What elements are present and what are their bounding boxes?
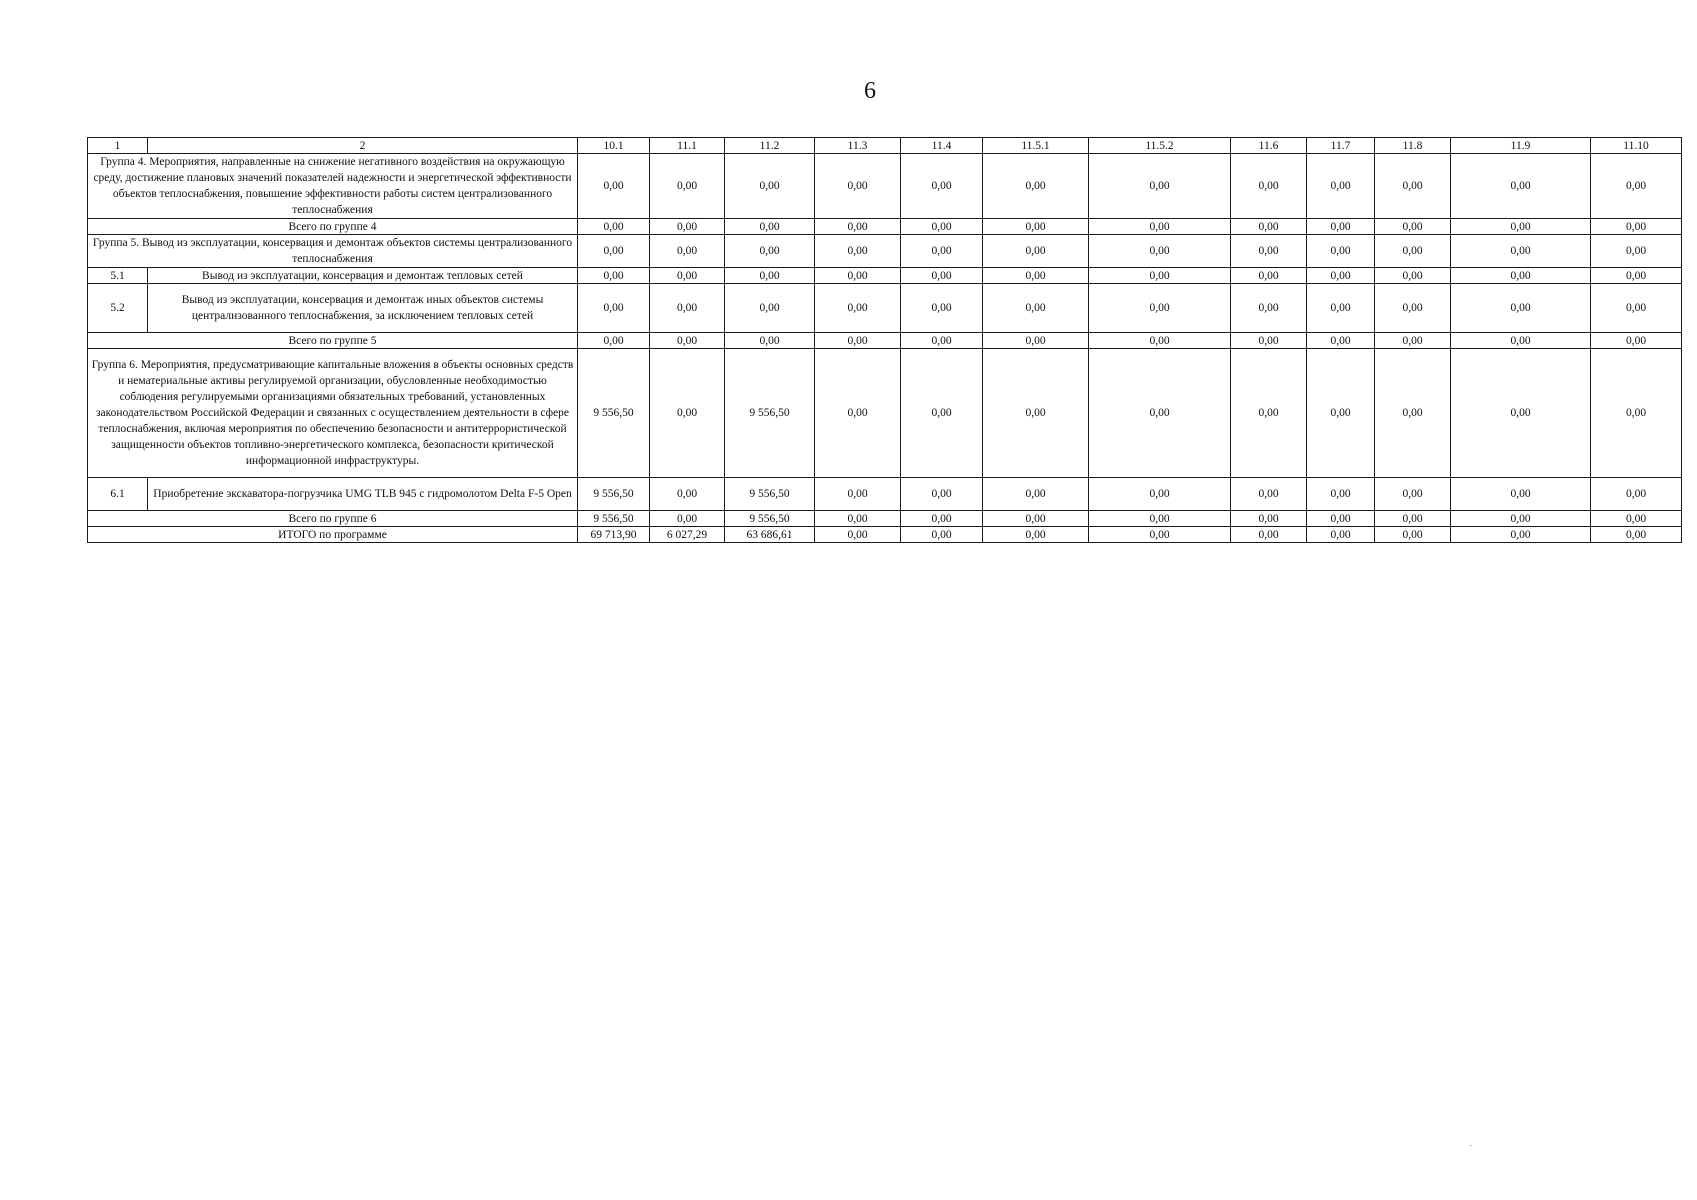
value-cell: 0,00 xyxy=(578,333,650,349)
value-cell: 9 556,50 xyxy=(578,478,650,511)
value-cell: 0,00 xyxy=(1451,511,1591,527)
value-cell: 0,00 xyxy=(901,349,983,478)
value-cell: 0,00 xyxy=(1089,333,1231,349)
value-cell: 0,00 xyxy=(1307,154,1375,219)
group-label: Группа 4. Мероприятия, направленные на снижение негативного воздействия на окружающую среду, достижение плановых значений показателей надежности и энергетической эффективности объектов теплоснабжения, повышение эффективности работы систем централизованного теплоснабжения xyxy=(88,154,578,219)
value-cell: 0,00 xyxy=(1451,235,1591,268)
value-cell: 0,00 xyxy=(983,349,1089,478)
group-label: Группа 6. Мероприятия, предусматривающие капитальные вложения в объекты основных средств и нематериальные активы регулируемой организации, обусловленные необходимостью соблюдения регулируемыми организациями обязательных требований, установленных законодательством Российской Федерации и связанных с осуществлением деятельности в сфере теплоснабжения, включая мероприятия по обеспечению безопасности и антитеррористической защищенности объектов топливно-энергетического комплекса, безопасности критической информационной инфраструктуры. xyxy=(88,349,578,478)
group-row xyxy=(88,235,1682,268)
value-cell: 0,00 xyxy=(1307,235,1375,268)
value-cell: 0,00 xyxy=(901,219,983,235)
value-cell: 0,00 xyxy=(1089,511,1231,527)
value-cell: 0,00 xyxy=(815,284,901,333)
value-cell: 0,00 xyxy=(1231,284,1307,333)
column-header: 11.6 xyxy=(1231,138,1307,154)
column-header: 11.10 xyxy=(1591,138,1682,154)
value-cell: 0,00 xyxy=(1307,511,1375,527)
item-row xyxy=(88,284,1682,333)
value-cell: 0,00 xyxy=(1089,478,1231,511)
value-cell: 0,00 xyxy=(1231,511,1307,527)
value-cell: 0,00 xyxy=(815,511,901,527)
column-header: 11.2 xyxy=(725,138,815,154)
total-row xyxy=(88,333,1682,349)
value-cell: 0,00 xyxy=(1089,284,1231,333)
column-header: 11.7 xyxy=(1307,138,1375,154)
value-cell: 0,00 xyxy=(1089,527,1231,543)
column-header: 11.9 xyxy=(1451,138,1591,154)
value-cell: 0,00 xyxy=(901,154,983,219)
column-header: 2 xyxy=(148,138,578,154)
value-cell: 0,00 xyxy=(578,154,650,219)
value-cell: 0,00 xyxy=(815,219,901,235)
value-cell: 0,00 xyxy=(578,284,650,333)
item-number: 6.1 xyxy=(88,478,148,511)
column-header: 11.3 xyxy=(815,138,901,154)
value-cell: 0,00 xyxy=(650,284,725,333)
value-cell: 6 027,29 xyxy=(650,527,725,543)
value-cell: 0,00 xyxy=(1451,154,1591,219)
value-cell: 0,00 xyxy=(983,284,1089,333)
value-cell: 0,00 xyxy=(983,235,1089,268)
total-label: Всего по группе 6 xyxy=(88,511,578,527)
value-cell: 0,00 xyxy=(1089,349,1231,478)
item-label: Вывод из эксплуатации, консервация и демонтаж иных объектов системы централизованного теплоснабжения, за исключением тепловых сетей xyxy=(148,284,578,333)
value-cell: 0,00 xyxy=(901,511,983,527)
value-cell: 0,00 xyxy=(650,219,725,235)
value-cell: 0,00 xyxy=(983,268,1089,284)
value-cell: 9 556,50 xyxy=(725,349,815,478)
value-cell: 0,00 xyxy=(1231,333,1307,349)
value-cell: 0,00 xyxy=(1231,268,1307,284)
value-cell: 0,00 xyxy=(1591,333,1682,349)
item-number: 5.1 xyxy=(88,268,148,284)
value-cell: 0,00 xyxy=(1451,219,1591,235)
column-header: 11.4 xyxy=(901,138,983,154)
value-cell: 0,00 xyxy=(1591,349,1682,478)
value-cell: 0,00 xyxy=(725,333,815,349)
value-cell: 0,00 xyxy=(1307,333,1375,349)
value-cell: 0,00 xyxy=(578,235,650,268)
value-cell: 0,00 xyxy=(901,478,983,511)
value-cell: 0,00 xyxy=(1089,219,1231,235)
column-header: 1 xyxy=(88,138,148,154)
item-row xyxy=(88,478,1682,511)
value-cell: 0,00 xyxy=(1089,235,1231,268)
value-cell: 0,00 xyxy=(1231,235,1307,268)
value-cell: 0,00 xyxy=(815,349,901,478)
value-cell: 0,00 xyxy=(815,268,901,284)
page-number: 6 xyxy=(864,78,876,104)
item-row xyxy=(88,268,1682,284)
value-cell: 9 556,50 xyxy=(578,511,650,527)
total-row xyxy=(88,527,1682,543)
value-cell: 0,00 xyxy=(1451,478,1591,511)
value-cell: 0,00 xyxy=(1375,235,1451,268)
investment-program-table xyxy=(87,137,1682,543)
value-cell: 0,00 xyxy=(815,527,901,543)
value-cell: 0,00 xyxy=(983,527,1089,543)
group-row xyxy=(88,349,1682,478)
value-cell: 0,00 xyxy=(1591,527,1682,543)
item-number: 5.2 xyxy=(88,284,148,333)
value-cell: 0,00 xyxy=(1307,349,1375,478)
value-cell: 0,00 xyxy=(983,478,1089,511)
value-cell: 0,00 xyxy=(578,268,650,284)
column-header: 11.5.2 xyxy=(1089,138,1231,154)
value-cell: 0,00 xyxy=(815,333,901,349)
item-label: Вывод из эксплуатации, консервация и демонтаж тепловых сетей xyxy=(148,268,578,284)
value-cell: 0,00 xyxy=(1231,349,1307,478)
value-cell: 0,00 xyxy=(1307,284,1375,333)
value-cell: 0,00 xyxy=(650,511,725,527)
value-cell: 0,00 xyxy=(815,478,901,511)
total-row xyxy=(88,511,1682,527)
value-cell: 0,00 xyxy=(650,333,725,349)
group-row xyxy=(88,154,1682,219)
value-cell: 0,00 xyxy=(1375,511,1451,527)
group-label: Группа 5. Вывод из эксплуатации, консервация и демонтаж объектов системы централизованного теплоснабжения xyxy=(88,235,578,268)
value-cell: 0,00 xyxy=(1375,478,1451,511)
value-cell: 0,00 xyxy=(1089,268,1231,284)
value-cell: 9 556,50 xyxy=(578,349,650,478)
value-cell: 0,00 xyxy=(815,154,901,219)
value-cell: 0,00 xyxy=(983,154,1089,219)
total-label: Всего по группе 4 xyxy=(88,219,578,235)
value-cell: 0,00 xyxy=(1375,349,1451,478)
value-cell: 0,00 xyxy=(983,333,1089,349)
value-cell: 0,00 xyxy=(1375,284,1451,333)
value-cell: 0,00 xyxy=(1307,527,1375,543)
value-cell: 0,00 xyxy=(1591,478,1682,511)
value-cell: 0,00 xyxy=(1375,219,1451,235)
value-cell: 0,00 xyxy=(650,235,725,268)
value-cell: 0,00 xyxy=(1231,154,1307,219)
value-cell: 0,00 xyxy=(1451,268,1591,284)
value-cell: 0,00 xyxy=(1451,527,1591,543)
value-cell: 0,00 xyxy=(1591,284,1682,333)
value-cell: 0,00 xyxy=(1375,527,1451,543)
value-cell: 0,00 xyxy=(901,284,983,333)
value-cell: 0,00 xyxy=(1307,268,1375,284)
value-cell: 0,00 xyxy=(725,284,815,333)
column-header: 11.8 xyxy=(1375,138,1451,154)
column-header: 10.1 xyxy=(578,138,650,154)
total-label: Всего по группе 5 xyxy=(88,333,578,349)
value-cell: 0,00 xyxy=(725,219,815,235)
value-cell: 0,00 xyxy=(1231,478,1307,511)
value-cell: 0,00 xyxy=(901,527,983,543)
table-body xyxy=(88,138,1682,543)
value-cell: 0,00 xyxy=(1375,333,1451,349)
column-number-row xyxy=(88,138,1682,154)
value-cell: 0,00 xyxy=(1591,511,1682,527)
value-cell: 0,00 xyxy=(725,235,815,268)
value-cell: 0,00 xyxy=(650,349,725,478)
value-cell: 9 556,50 xyxy=(725,511,815,527)
column-header: 11.5.1 xyxy=(983,138,1089,154)
value-cell: 0,00 xyxy=(1591,235,1682,268)
value-cell: 0,00 xyxy=(983,219,1089,235)
value-cell: 0,00 xyxy=(1375,268,1451,284)
value-cell: 0,00 xyxy=(1591,154,1682,219)
value-cell: 0,00 xyxy=(1591,268,1682,284)
value-cell: 0,00 xyxy=(1307,478,1375,511)
value-cell: 0,00 xyxy=(578,219,650,235)
value-cell: 0,00 xyxy=(901,235,983,268)
value-cell: 0,00 xyxy=(901,268,983,284)
value-cell: 0,00 xyxy=(1307,219,1375,235)
value-cell: 0,00 xyxy=(1231,527,1307,543)
value-cell: 0,00 xyxy=(1089,154,1231,219)
value-cell: 0,00 xyxy=(1451,333,1591,349)
value-cell: 69 713,90 xyxy=(578,527,650,543)
item-label: Приобретение экскаватора-погрузчика UMG TLB 945 с гидромолотом Delta F-5 Open xyxy=(148,478,578,511)
value-cell: 0,00 xyxy=(1591,219,1682,235)
column-header: 11.1 xyxy=(650,138,725,154)
total-label: ИТОГО по программе xyxy=(88,527,578,543)
value-cell: 63 686,61 xyxy=(725,527,815,543)
value-cell: 0,00 xyxy=(815,235,901,268)
total-row xyxy=(88,219,1682,235)
value-cell: 0,00 xyxy=(1451,349,1591,478)
value-cell: 0,00 xyxy=(901,333,983,349)
value-cell: 0,00 xyxy=(725,268,815,284)
value-cell: 0,00 xyxy=(1451,284,1591,333)
value-cell: 0,00 xyxy=(1231,219,1307,235)
value-cell: 0,00 xyxy=(650,154,725,219)
value-cell: 0,00 xyxy=(725,154,815,219)
value-cell: 0,00 xyxy=(650,478,725,511)
value-cell: 0,00 xyxy=(650,268,725,284)
scan-artifact xyxy=(1470,1145,1472,1146)
value-cell: 0,00 xyxy=(1375,154,1451,219)
value-cell: 0,00 xyxy=(983,511,1089,527)
value-cell: 9 556,50 xyxy=(725,478,815,511)
